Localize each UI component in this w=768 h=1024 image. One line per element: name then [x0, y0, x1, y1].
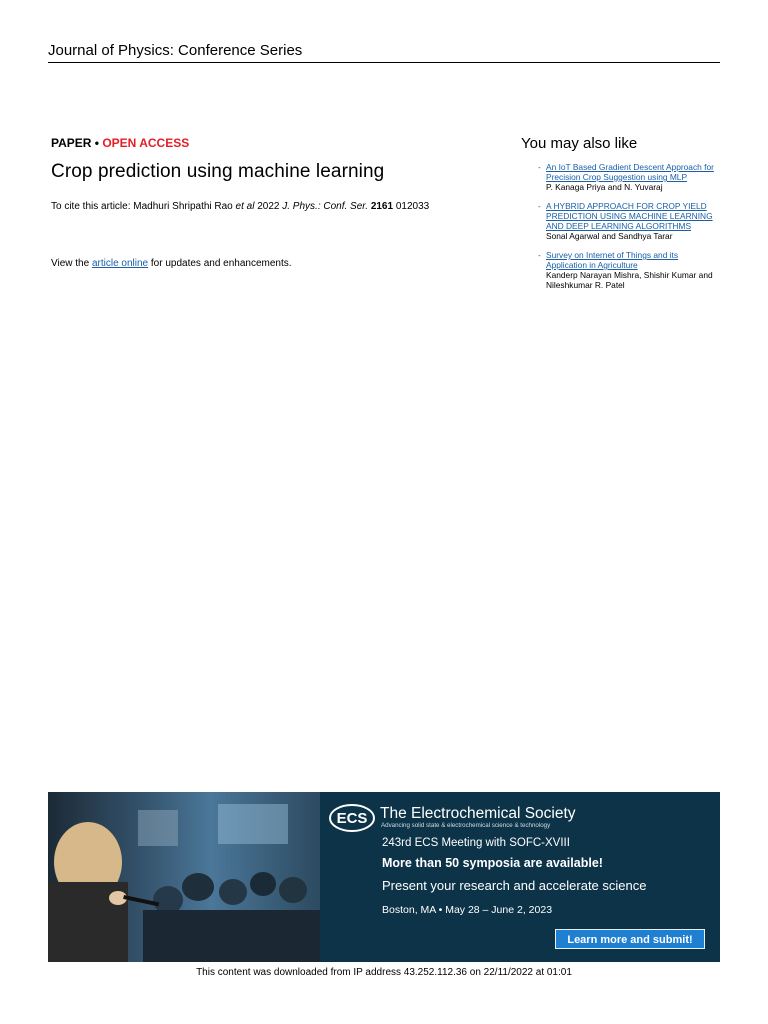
related-authors: Sonal Agarwal and Sandhya Tarar	[546, 231, 673, 241]
view-online-line	[51, 258, 292, 269]
related-link[interactable]: An IoT Based Gradient Descent Approach for Precision Crop Suggestion using MLP	[546, 162, 714, 182]
paper-type-label	[51, 136, 189, 150]
society-tagline: Advancing solid state & electrochemical science & technology	[381, 822, 551, 829]
citation-article-number: 012033	[393, 201, 430, 212]
learn-more-button[interactable]: Learn more and submit!	[555, 929, 705, 949]
society-name: The Electrochemical Society	[380, 805, 576, 822]
related-heading: You may also like	[521, 135, 638, 152]
article-online-link[interactable]: article online	[91, 258, 149, 269]
meeting-name: 243rd ECS Meeting with SOFC-XVIII	[382, 837, 570, 849]
paper-type: PAPER	[51, 136, 92, 150]
citation-prefix: To cite this article: Madhuri Shripathi Rao	[51, 201, 236, 212]
citation-volume: 2161	[370, 201, 394, 212]
symposia-text: More than 50 symposia are available!	[382, 856, 603, 870]
citation-journal: J. Phys.: Conf. Ser.	[282, 201, 369, 212]
citation-year: 2022	[254, 201, 283, 212]
list-dash: -	[538, 201, 541, 211]
ecs-logo-icon	[328, 803, 376, 833]
list-dash: -	[538, 250, 541, 260]
citation-line	[51, 201, 429, 212]
view-online-prefix: View the	[51, 258, 92, 269]
ad-headline: Present your research and accelerate science	[382, 878, 647, 893]
ecs-ad-banner[interactable]	[48, 792, 720, 962]
citation-et-al: et al	[235, 201, 255, 212]
related-item	[538, 201, 720, 241]
related-item	[538, 250, 720, 290]
related-link[interactable]: A HYBRID APPROACH FOR CROP YIELD PREDICTION USING MACHINE LEARNING AND DEEP LEARNING ALGORITHMS	[546, 201, 713, 231]
audience-illustration	[48, 792, 320, 962]
list-dash: -	[538, 162, 541, 172]
related-articles-list	[538, 162, 720, 299]
download-notice: This content was downloaded from IP address 43.252.112.36 on 22/11/2022 at 01:01	[196, 967, 572, 978]
conference-photo	[48, 792, 320, 962]
related-authors: Kanderp Narayan Mishra, Shishir Kumar and Nileshkumar R. Patel	[546, 270, 713, 290]
related-authors: P. Kanaga Priya and N. Yuvaraj	[546, 182, 663, 192]
related-item	[538, 162, 720, 192]
label-separator: •	[91, 136, 103, 150]
ecs-logo-text: ECS	[336, 810, 368, 827]
related-link[interactable]: Survey on Internet of Things and its Application in Agriculture	[546, 250, 679, 270]
meeting-location-date: Boston, MA • May 28 – June 2, 2023	[382, 904, 553, 916]
view-online-suffix: for updates and enhancements.	[148, 258, 292, 269]
journal-header: Journal of Physics: Conference Series	[48, 42, 720, 63]
open-access-label: OPEN ACCESS	[102, 136, 190, 150]
paper-title: Crop prediction using machine learning	[51, 161, 385, 182]
